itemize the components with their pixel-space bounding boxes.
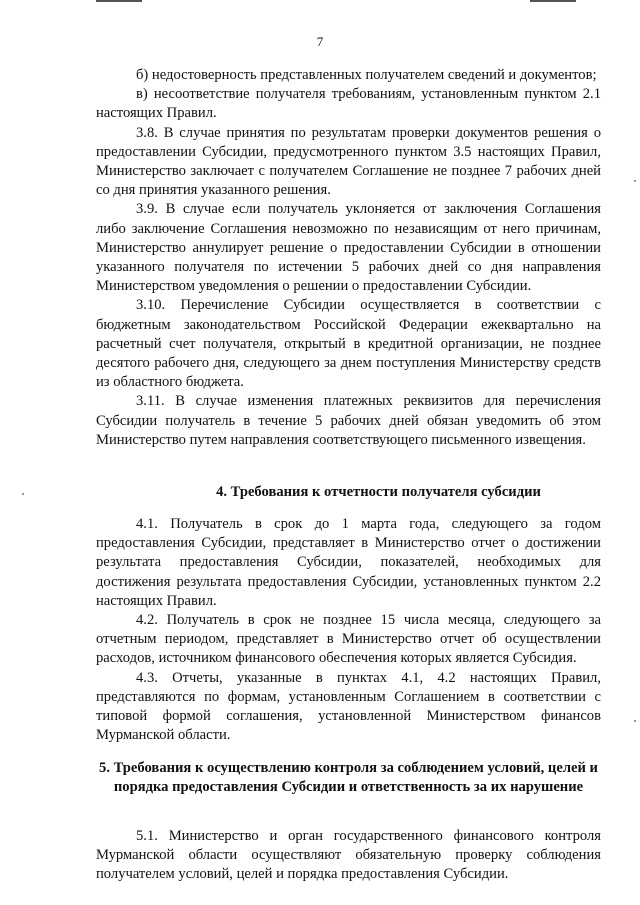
paragraph-4-3: 4.3. Отчеты, указанные в пунктах 4.1, 4.2 настоящих Правил, представляются по формам, установленным Соглашением в соответствии с типовой формой соглашения, установленной Министерством финансов Мурманской области. (96, 669, 601, 744)
section-5-heading: 5. Требования к осуществлению контроля за соблюдением условий, целей и порядка предоставления Субсидии и ответственность за их нарушение (99, 760, 598, 796)
paragraph-v: в) несоответствие получателя требованиям, установленным пунктом 2.1 настоящих Правил. (96, 86, 601, 122)
paragraph-3-10: 3.10. Перечисление Субсидии осуществляется в соответствии с бюджетным законодательством Российской Федерации ежеквартально на расчетный счет получателя, открытый в кредитной организации, не позднее десятого рабочего дня, следующего за днем поступления Министерству средств из областного бюджета. (96, 297, 601, 391)
section-4-body (96, 515, 601, 745)
section-4-heading: 4. Требования к отчетности получателя субсидии (216, 484, 541, 500)
paragraph-3-11: 3.11. В случае изменения платежных реквизитов для перечисления Субсидии получатель в течение 5 рабочих дней обязан уведомить об этом Министерство путем направления соответствующего письменного извещения. (96, 393, 601, 448)
paragraph-3-8: 3.8. В случае принятия по результатам проверки документов решения о предоставлении Субсидии, предусмотренного пунктом 3.5 настоящих Правил, Министерство заключает с получателем Соглашение не позднее 7 рабочих дней со дня принятия указанного решения. (96, 124, 601, 199)
scan-artifact-dot (22, 493, 24, 495)
scan-artifact-dot (634, 720, 636, 722)
paragraph-3-9: 3.9. В случае если получатель уклоняется от заключения Соглашения либо заключение Соглашения невозможно по независящим от него причинам, Министерство аннулирует решение о предоставлении Субсидии в отношении указанного получателя по истечении 5 рабочих дней со дня направления Министерством уведомления о решении о предоставлении Субсидии. (96, 201, 601, 295)
paragraph-4-1: 4.1. Получатель в срок до 1 марта года, следующего за годом предоставления Субсидии, представляет в Министерство отчет о достижении результата предоставления Субсидии, показателей, необходимых для достижения результата предоставления Субсидии, установленных пунктом 2.2 настоящих Правил. (96, 516, 601, 609)
scan-edge-mark-left (96, 0, 142, 2)
scan-artifact-dot (634, 180, 636, 182)
paragraph-4-2: 4.2. Получатель в срок не позднее 15 числа месяца, следующего за отчетным периодом, представляет в Министерство отчет об осуществлении расходов, источником финансового обеспечения которых является Субсидия. (96, 612, 601, 667)
page-number: 7 (316, 34, 324, 49)
paragraphs-top (96, 66, 601, 450)
scan-edge-mark-right (530, 0, 576, 2)
paragraph-5-1: 5.1. Министерство и орган государственного финансового контроля Мурманской области осуществляют обязательную проверку соблюдения получателем условий, целей и порядка предоставления Субсидии. (96, 828, 601, 883)
section-5-body (96, 827, 601, 885)
paragraph-b: б) недостоверность представленных получателем сведений и документов; (136, 67, 597, 83)
